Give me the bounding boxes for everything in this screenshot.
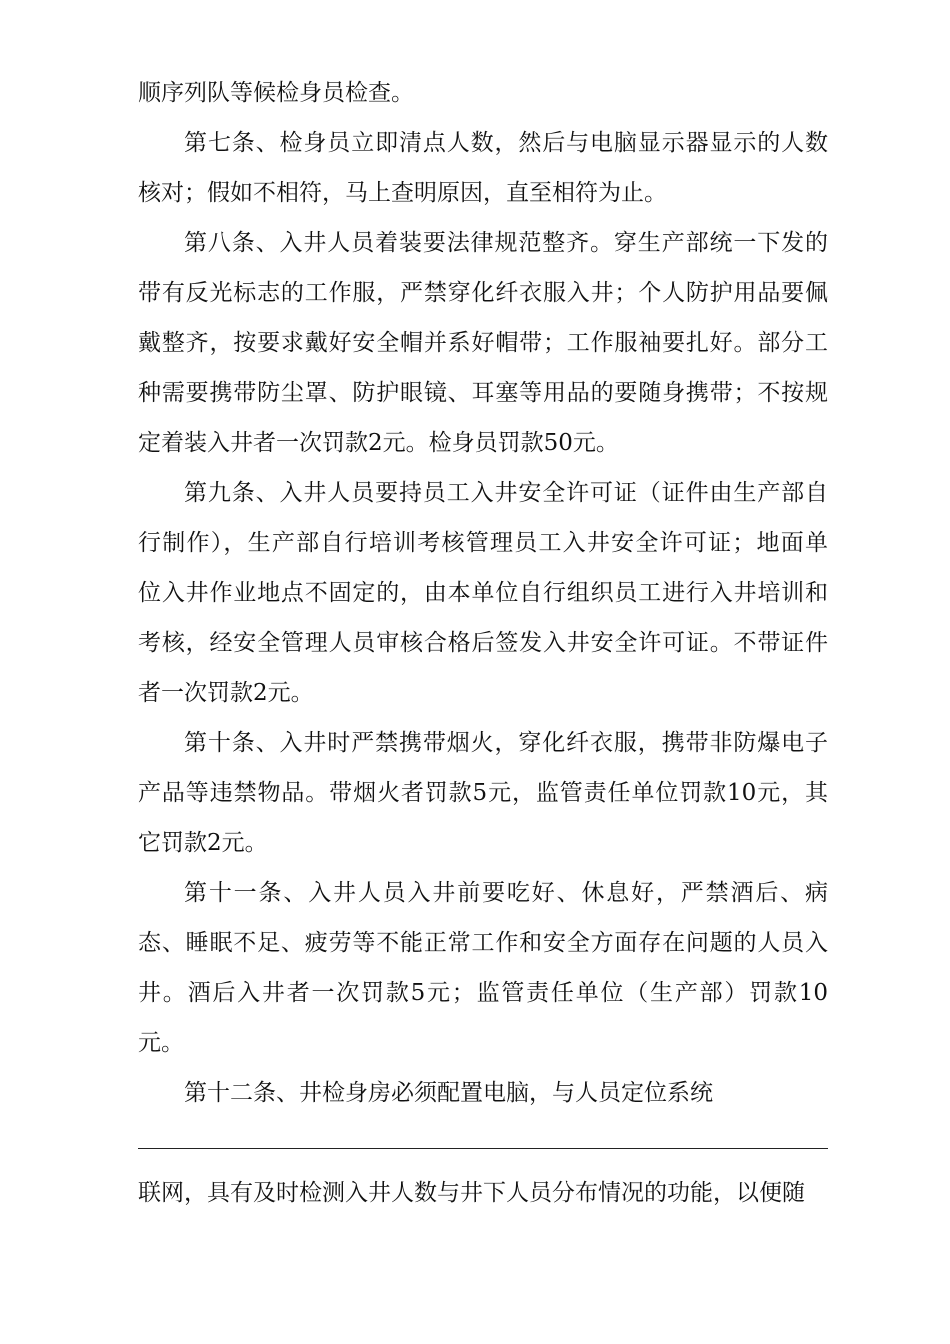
text-line: 顺序列队等候检身员检查。 (138, 80, 414, 106)
text-line: 态、睡眠不足、疲劳等不能正常工作和安全方面存在问题的人员入 (138, 930, 828, 956)
text-line: 元。 (138, 1030, 184, 1056)
text-line: 它罚款2元。 (138, 830, 268, 856)
document-body (138, 68, 828, 1118)
continuation-text (138, 1168, 828, 1218)
article-11-line: 第十一条、入井人员入井前要吃好、休息好，严禁酒后、病 (184, 880, 828, 906)
text-line: 产品等违禁物品。带烟火者罚款5元，监管责任单位罚款10元，其 (138, 780, 828, 806)
article-9-line: 第九条、入井人员要持员工入井安全许可证（证件由生产部自 (184, 480, 828, 506)
article-7-line: 第七条、检身员立即清点人数，然后与电脑显示器显示的人数 (184, 130, 828, 156)
text-line: 核对；假如不相符，马上查明原因，直至相符为止。 (138, 180, 667, 206)
text-line: 位入井作业地点不固定的，由本单位自行组织员工进行入井培训和 (138, 580, 828, 606)
text-line: 井。酒后入井者一次罚款5元；监管责任单位（生产部）罚款10 (138, 980, 828, 1006)
article-12-line: 第十二条、井检身房必须配置电脑，与人员定位系统 (184, 1080, 713, 1106)
page-break-divider (138, 1148, 828, 1149)
article-8-line: 第八条、入井人员着装要法律规范整齐。穿生产部统一下发的 (184, 230, 828, 256)
text-line: 考核，经安全管理人员审核合格后签发入井安全许可证。不带证件 (138, 630, 828, 656)
text-line: 种需要携带防尘罩、防护眼镜、耳塞等用品的要随身携带；不按规 (138, 380, 828, 406)
text-line: 者一次罚款2元。 (138, 680, 314, 706)
text-line: 联网，具有及时检测入井人数与井下人员分布情况的功能，以便随 (138, 1180, 805, 1206)
text-line: 定着装入井者一次罚款2元。检身员罚款50元。 (138, 430, 619, 456)
text-line: 行制作），生产部自行培训考核管理员工入井安全许可证；地面单 (138, 530, 828, 556)
text-line: 戴整齐，按要求戴好安全帽并系好帽带；工作服袖要扎好。部分工 (138, 330, 828, 356)
text-line: 带有反光标志的工作服，严禁穿化纤衣服入井；个人防护用品要佩 (138, 280, 828, 306)
article-10-line: 第十条、入井时严禁携带烟火，穿化纤衣服，携带非防爆电子 (184, 730, 828, 756)
